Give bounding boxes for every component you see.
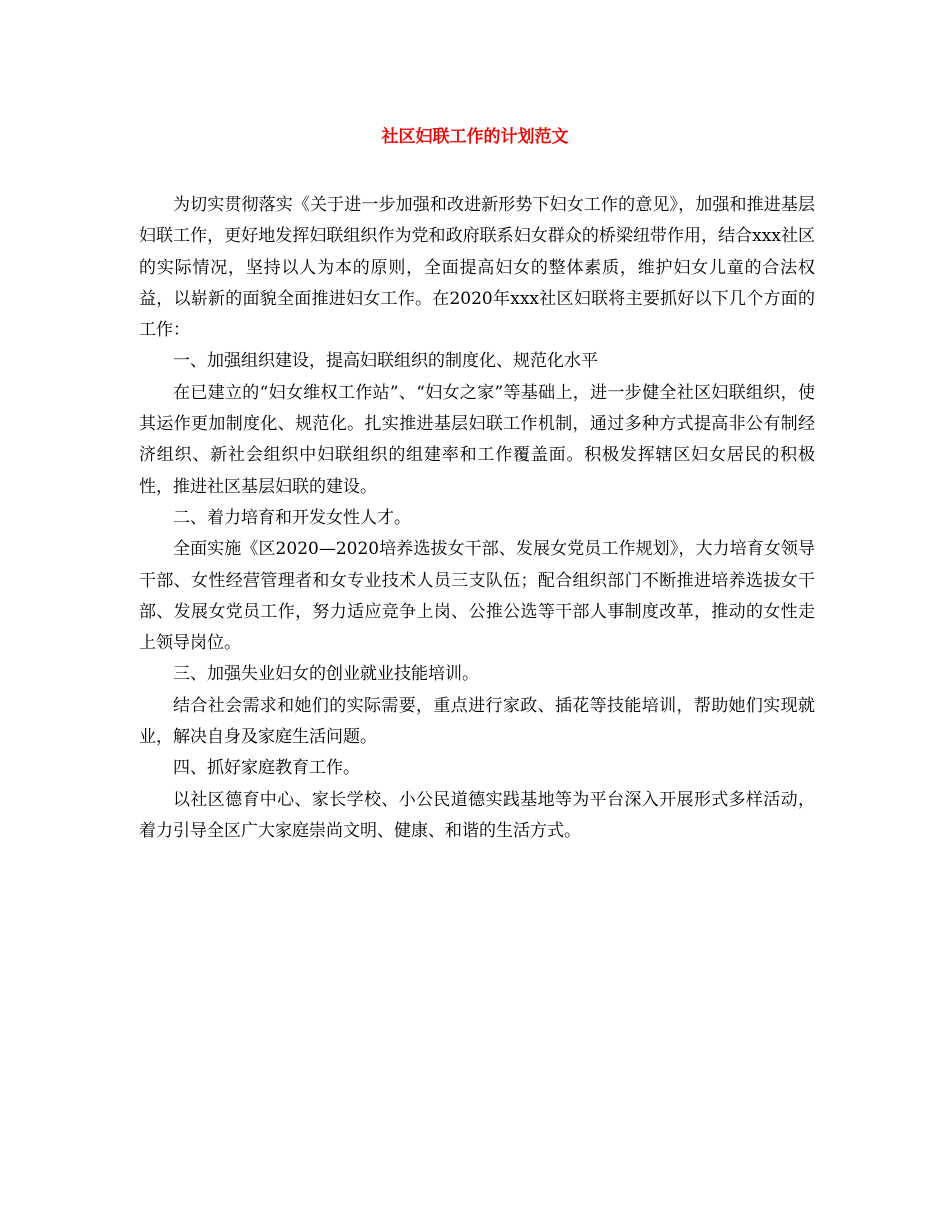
section-paragraph-3: 结合社会需求和她们的实际需要，重点进行家政、插花等技能培训，帮助她们实现就业，解决自身及家庭生活问题。 [139,695,815,748]
section-paragraph-4: 以社区德育中心、家长学校、小公民道德实践基地等为平台深入开展形式多样活动，着力引导全区广大家庭崇尚文明、健康、和谐的生活方式。 [139,789,815,841]
section-paragraph-1: 在已建立的“妇女维权工作站”、“妇女之家”等基础上，进一步健全社区妇联组织，使其运作更加制度化、规范化。扎实推进基层妇联工作机制，通过多种方式提高非公有制经济组织、新社会组织中妇联组织的组建率和工作覆盖面。积极发挥辖区妇女居民的积极性，推进社区基层妇联的建设。 [139,382,815,497]
section-heading-3: 三、加强失业妇女的创业就业技能培训。 [173,664,479,685]
section-heading-4: 四、抓好家庭教育工作。 [173,758,360,779]
document-title: 社区妇联工作的计划范文 [381,127,569,147]
section-paragraph-2: 全面实施《区2020—2020培养选拔女干部、发展女党员工作规划》，大力培育女领导干部、女性经营管理者和女专业技术人员三支队伍；配合组织部门不断推进培养选拔女干部、发展女党员工作，努力适应竞争上岗、公推公选等干部人事制度改革，推动的女性走上领导岗位。 [139,539,815,654]
document-body [139,190,815,847]
section-heading-1: 一、加强组织建设，提高妇联组织的制度化、规范化水平 [173,351,598,372]
intro-paragraph: 为切实贯彻落实《关于进一步加强和改进新形势下妇女工作的意见》，加强和推进基层妇联工作，更好地发挥妇联组织作为党和政府联系妇女群众的桥梁纽带作用，结合xxx社区的实际情况，坚持以人为本的原则，全面提高妇女的整体素质，维护妇女儿童的合法权益，以崭新的面貌全面推进妇女工作。在2020年xxx社区妇联将主要抓好以下几个方面的工作： [139,195,815,341]
section-heading-2: 二、着力培育和开发女性人才。 [173,507,411,528]
